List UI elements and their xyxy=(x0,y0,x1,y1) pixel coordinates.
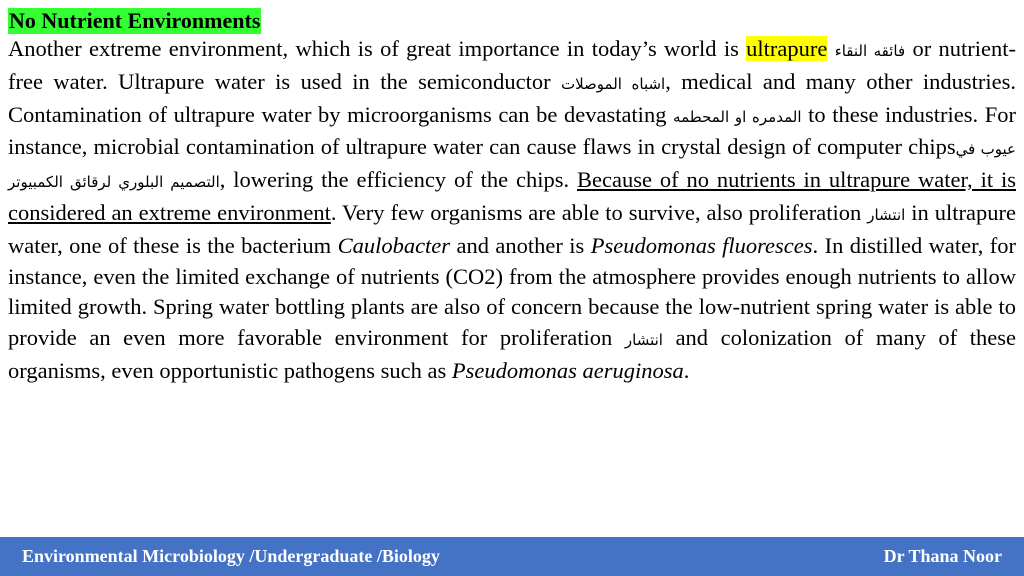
footer-course: Environmental Microbiology /Undergraduate /Biology xyxy=(22,546,440,566)
slide-content xyxy=(8,8,1016,387)
footer-author: Dr Thana Noor xyxy=(883,546,1002,566)
arabic-gloss: عيوب في التصميم البلوري لرقائق الكمبيوتر xyxy=(8,140,1016,192)
arabic-gloss: المدمره او المحطمه xyxy=(673,107,802,126)
text-segment: to these industries. For instance, microbial contamination of ultrapure water can cause flaws in crystal design of computer chips xyxy=(8,101,1017,160)
text-segment: , lowering the efficiency of the chips. xyxy=(219,167,577,193)
slide-footer xyxy=(0,537,1024,576)
text-segment: or nutrient- free water. Ultrapure water is used in the semiconductor xyxy=(8,36,1017,94)
text-segment: . In distilled water, for instance, even the limited exchange of nutrients (CO2) from the atmosphere provides enough nutrients to allow limited growth. Spring water bottling plants are also of concern because the low-nutrient spring water is able to provide an even more favorable environment for proliferation xyxy=(8,232,1017,351)
highlighted-term: ultrapure xyxy=(746,36,828,61)
arabic-gloss: اشباه الموصلات xyxy=(560,74,666,93)
text-segment: in ultrapure water, one of these is the bacterium xyxy=(8,199,1016,258)
arabic-gloss: انتشار xyxy=(624,331,663,350)
arabic-gloss: انتشار xyxy=(867,205,906,224)
text-segment: Another extreme environment, which is of great importance in today’s world is xyxy=(8,36,747,61)
text-segment: . Very few organisms are able to survive, also proliferation xyxy=(330,199,868,225)
body-paragraph xyxy=(8,34,1016,387)
underlined-sentence: Because of no nutrients in ultrapure water, it is considered an extreme environment xyxy=(8,167,1016,225)
text-segment: and colonization of many of these organisms, even opportunistic pathogens such as xyxy=(8,325,1017,383)
species-name: Pseudomonas aeruginosa xyxy=(451,357,684,383)
species-name: Pseudomonas fluoresces xyxy=(590,232,813,258)
arabic-gloss: فائقه النقاء xyxy=(834,42,906,60)
species-name: Caulobacter xyxy=(337,232,451,258)
text-segment: , medical and many other industries. Contamination of ultrapure water by microorganisms can be devastating xyxy=(8,68,1016,127)
slide-heading: No Nutrient Environments xyxy=(9,8,261,33)
text-segment: and another is xyxy=(450,232,591,258)
text-segment: . xyxy=(683,357,690,383)
